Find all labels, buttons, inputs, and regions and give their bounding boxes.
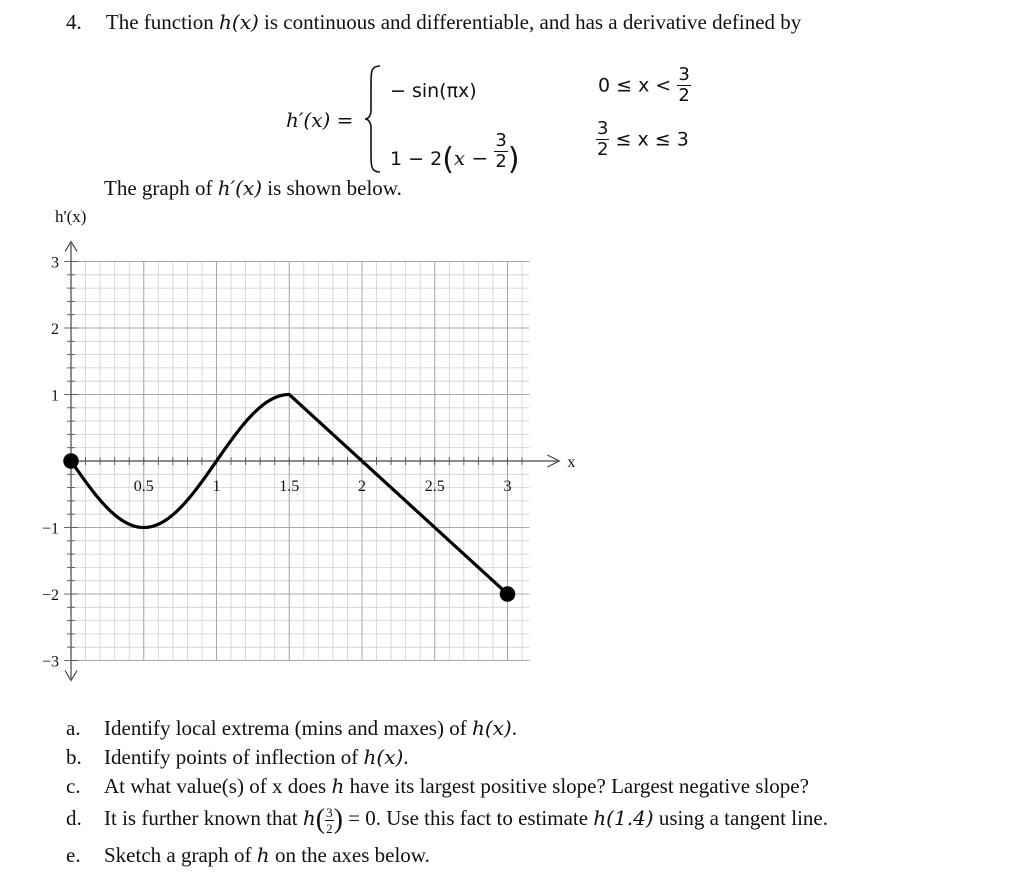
piece2-cond-right: ≤ x ≤ 3 — [615, 128, 689, 151]
question-d-text: It is further known that — [104, 806, 298, 830]
piece2-cond-den: 2 — [597, 139, 609, 160]
y-tick-label: −3 — [41, 653, 59, 671]
question-e-text2: on the axes below. — [274, 843, 430, 867]
question-a-end: . — [511, 716, 517, 740]
question-a-func: h(x) — [471, 716, 512, 740]
question-e-label: e. — [66, 843, 81, 867]
question-e-text: Sketch a graph of — [104, 843, 252, 867]
question-b-end: . — [403, 745, 409, 769]
x-tick-label: 2 — [358, 478, 366, 495]
piece2-expression: 1 − 2(x − $\frac{3}{2}$ ) — [390, 130, 520, 177]
piece1-expression: − sin(πx) — [390, 80, 477, 102]
y-tick-label: −1 — [41, 520, 59, 538]
def-lhs: h′(x) = — [286, 108, 354, 132]
piece1-condition — [598, 66, 691, 105]
y-tick-label: −2 — [41, 587, 59, 604]
question-c-func: h — [331, 774, 345, 798]
question-a-label: a. — [66, 716, 81, 740]
question-b-label: b. — [66, 745, 82, 769]
piece2-condition — [596, 120, 689, 159]
question-d: d. It is further known that h( $\frac{3}{2}$ ) = 0. Use this fact to estimate h(1.4) using a tangent line. — [66, 804, 828, 836]
intro-text-2: is continuous and differentiable, and has a derivative defined by — [264, 10, 802, 34]
x-tick-label: 3 — [503, 478, 512, 495]
derivative-graph — [0, 200, 600, 700]
graph-caption-func: h′(x) — [217, 176, 263, 200]
intro-func: h(x) — [219, 10, 259, 34]
y-tick-label: 1 — [51, 387, 59, 405]
piece2-expr-left: 1 − 2 — [390, 148, 443, 170]
y-axis-label: h'(x) — [55, 207, 87, 226]
question-c-text2: have its largest positive slope? Largest negative slope? — [349, 774, 809, 798]
question-d-frac-den: 2 — [326, 820, 333, 836]
question-d-func2: h(1.4) — [593, 806, 654, 830]
piece2-expr-inner: x − — [453, 146, 489, 170]
x-tick-label: 0.5 — [133, 478, 154, 495]
question-b — [66, 745, 409, 770]
question-d-label: d. — [66, 806, 82, 830]
intro-text-1: The function — [105, 10, 214, 34]
question-d-frac-num: 3 — [326, 804, 333, 820]
piece1-cond-num: 3 — [678, 64, 690, 85]
y-tick-label: 2 — [51, 321, 59, 338]
x-tick-label: 1.5 — [279, 478, 300, 495]
question-a-text: Identify local extrema (mins and maxes) of — [104, 716, 472, 740]
x-tick-label: 2.5 — [424, 478, 445, 495]
piece2-frac-num: 3 — [495, 130, 507, 151]
graph-caption — [104, 176, 402, 201]
question-e — [66, 843, 430, 868]
question-d-text3: using a tangent line. — [658, 806, 828, 830]
piecewise-brace — [364, 64, 384, 174]
question-c — [66, 774, 809, 799]
question-d-text2: = 0. Use this fact to estimate — [348, 806, 589, 830]
problem-number: 4. — [66, 10, 82, 34]
question-c-label: c. — [66, 774, 81, 798]
graph-caption-1: The graph of — [104, 176, 213, 200]
x-axis-label: x — [567, 454, 576, 471]
question-d-func: h — [302, 806, 316, 830]
question-c-text: At what value(s) of x does — [104, 774, 327, 798]
question-e-func: h — [256, 843, 270, 867]
question-b-text: Identify points of inflection of — [104, 745, 364, 769]
piece1-cond-left: 0 ≤ x < — [598, 74, 672, 97]
problem-statement — [66, 10, 801, 35]
piece2-cond-num: 3 — [597, 118, 609, 139]
piece1-cond-den: 2 — [678, 85, 690, 106]
question-a — [66, 716, 517, 741]
endpoint-dot — [64, 454, 78, 468]
y-tick-label: 3 — [51, 254, 59, 272]
question-b-func: h(x) — [363, 745, 404, 769]
piece2-frac-den: 2 — [495, 151, 507, 172]
endpoint-dot — [501, 587, 515, 601]
x-tick-label: 1 — [212, 478, 221, 495]
graph-caption-2: is shown below. — [267, 176, 402, 200]
